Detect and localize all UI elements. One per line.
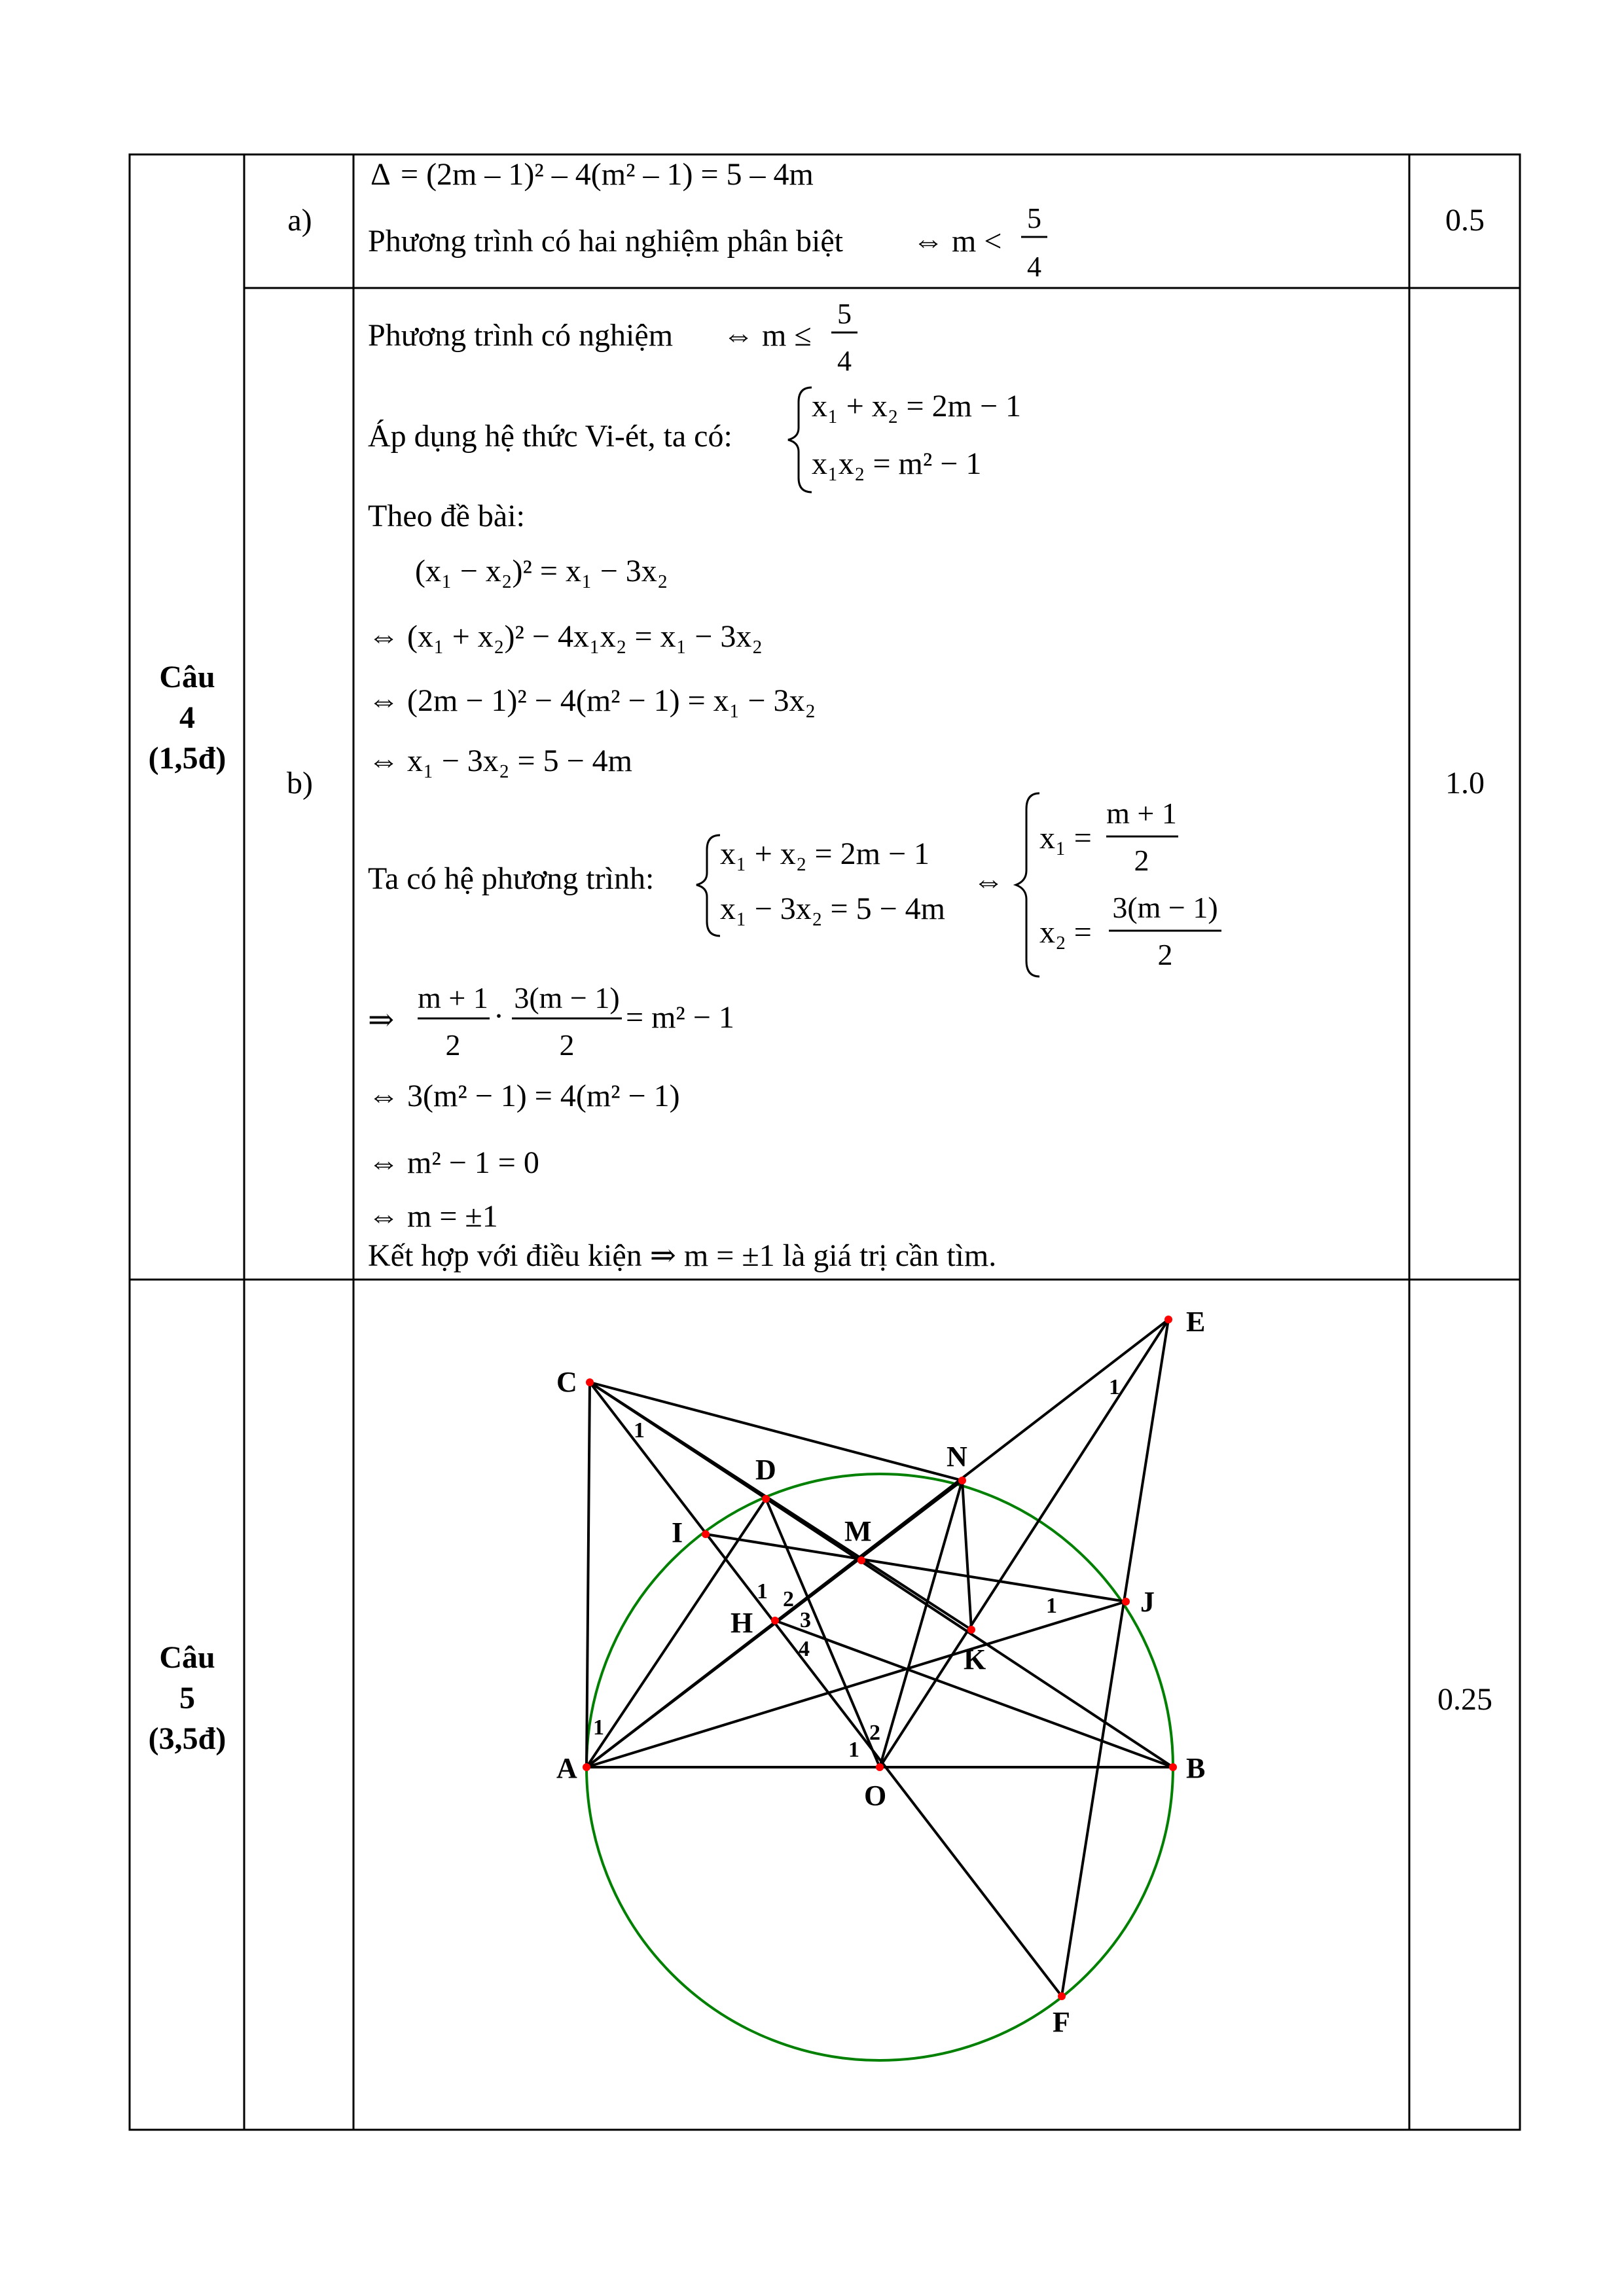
- figure-lines: [586, 1319, 1173, 1996]
- product-b-denominator: 2: [559, 1028, 575, 1062]
- part-b-content: [368, 298, 1221, 1273]
- label-j: J: [1140, 1586, 1155, 1618]
- segment-hb: [775, 1621, 1173, 1767]
- angle-mark-a1: 1: [593, 1715, 604, 1740]
- point-d: [762, 1495, 770, 1503]
- segment-ca: [586, 1382, 590, 1767]
- question-points: (1,5đ): [148, 741, 226, 776]
- label-i: I: [672, 1516, 683, 1549]
- point-b: [1169, 1763, 1177, 1771]
- label-e: E: [1186, 1306, 1206, 1338]
- equation-line-3: ⇔ (2m − 1)² − 4(m² − 1) = x₁ − 3x₂: [368, 683, 816, 718]
- angle-mark-o2: 2: [869, 1721, 880, 1745]
- question-title: Câu: [159, 660, 215, 694]
- equation-line-2: ⇔ (x₁ + x₂)² − 4x₁x₂ = x₁ − 3x₂: [368, 619, 763, 654]
- angle-mark-h3: 3: [800, 1608, 811, 1632]
- question-number: 4: [179, 700, 195, 735]
- angle-mark-h4: 4: [799, 1637, 810, 1661]
- part-a-content: [368, 157, 1047, 283]
- label-o: O: [864, 1780, 887, 1812]
- question-5-score: 0.25: [1437, 1682, 1492, 1717]
- equation-line-6: ⇔ m² − 1 = 0: [368, 1145, 539, 1180]
- label-k: K: [964, 1643, 986, 1676]
- system-eq-1: x₁ + x₂ = 2m − 1: [720, 836, 930, 871]
- label-h: H: [731, 1607, 753, 1639]
- equation-line-4: ⇔ x₁ − 3x₂ = 5 − 4m: [368, 744, 633, 778]
- vieta-text: Áp dụng hệ thức Vi-ét, ta có:: [368, 419, 732, 454]
- product-b-numerator: 3(m − 1): [514, 981, 620, 1014]
- segment-nk: [962, 1480, 971, 1630]
- segment-cb: [590, 1382, 1173, 1767]
- vieta-sum: x₁ + x₂ = 2m − 1: [812, 389, 1022, 423]
- part-b-label: b): [287, 766, 313, 800]
- part-b-score: 1.0: [1445, 766, 1485, 800]
- label-b: B: [1186, 1752, 1206, 1784]
- segment-no: [880, 1480, 962, 1767]
- segment-oe: [880, 1319, 1168, 1767]
- theo-de-bai: Theo đề bài:: [368, 499, 525, 533]
- point-f: [1058, 1992, 1066, 2000]
- solution-brace: [1016, 793, 1039, 977]
- has-root-relation: ⇔ m ≤: [723, 318, 812, 353]
- fraction-denominator: 4: [1027, 251, 1041, 283]
- point-j: [1122, 1598, 1130, 1605]
- label-m: M: [844, 1515, 872, 1547]
- distinct-roots-relation: ⇔ m <: [912, 224, 1002, 259]
- point-n: [958, 1477, 966, 1484]
- distinct-roots-text: Phương trình có hai nghiệm phân biệt: [368, 224, 843, 259]
- question-4-label: [149, 660, 226, 776]
- delta-symbol: Δ: [370, 157, 391, 192]
- point-h: [771, 1617, 779, 1624]
- question-title: Câu: [159, 1640, 215, 1675]
- fraction-numerator: 5: [1027, 202, 1041, 234]
- product-rhs: = m² − 1: [626, 1000, 734, 1035]
- question-5-label: [149, 1640, 226, 1756]
- segment-cf: [590, 1382, 1062, 1996]
- segment-ij: [706, 1534, 1126, 1602]
- angle-mark-h1: 1: [757, 1579, 768, 1604]
- solution-x2-denominator: 2: [1157, 938, 1173, 971]
- discriminant-equation: = (2m – 1)² – 4(m² – 1) = 5 – 4m: [401, 157, 814, 192]
- fraction-denominator: 4: [837, 345, 852, 377]
- label-a: A: [556, 1752, 577, 1784]
- question-points: (3,5đ): [148, 1721, 226, 1756]
- label-f: F: [1053, 2006, 1070, 2038]
- equation-line-7: ⇔ m = ±1: [368, 1199, 498, 1234]
- solution-x2-numerator: 3(m − 1): [1112, 891, 1218, 924]
- point-e: [1164, 1316, 1172, 1323]
- system-brace: [788, 387, 812, 492]
- part-a-label: a): [287, 203, 312, 238]
- equation-line-5: ⇔ 3(m² − 1) = 4(m² − 1): [368, 1079, 680, 1113]
- point-o: [876, 1763, 884, 1771]
- has-root-text: Phương trình có nghiệm: [368, 318, 674, 353]
- fraction-numerator: 5: [837, 298, 852, 330]
- vieta-product: x₁x₂ = m² − 1: [812, 446, 982, 481]
- angle-mark-o1: 1: [848, 1738, 859, 1762]
- solution-x1-numerator: m + 1: [1106, 797, 1177, 830]
- product-a-numerator: m + 1: [418, 981, 488, 1014]
- point-c: [586, 1378, 594, 1386]
- point-k: [967, 1626, 975, 1634]
- point-a: [583, 1763, 590, 1771]
- angle-mark-c1: 1: [634, 1418, 645, 1443]
- product-dot: ·: [494, 999, 504, 1033]
- point-m: [857, 1556, 865, 1564]
- system-brace: [696, 835, 720, 936]
- label-c: C: [556, 1366, 577, 1398]
- product-a-denominator: 2: [445, 1028, 461, 1062]
- angle-marks: [593, 1375, 1120, 1762]
- solution-x2: x₂ =: [1039, 915, 1092, 950]
- equivalence-sign: ⇔: [973, 864, 1004, 899]
- question-number: 5: [179, 1681, 195, 1715]
- geometry-figure: [556, 1306, 1205, 2060]
- part-a-score: 0.5: [1445, 203, 1485, 238]
- solution-x1-denominator: 2: [1134, 844, 1149, 877]
- label-n: N: [947, 1441, 967, 1473]
- implies-sign: ⇒: [368, 1003, 395, 1037]
- system-eq-2: x₁ − 3x₂ = 5 − 4m: [720, 891, 946, 926]
- label-d: D: [755, 1454, 776, 1486]
- conclusion-line: Kết hợp với điều kiện ⇒ m = ±1 là giá trị cần tìm.: [368, 1238, 997, 1273]
- point-i: [702, 1530, 710, 1538]
- equation-line-1: (x₁ − x₂)² = x₁ − 3x₂: [415, 554, 668, 588]
- angle-mark-j1: 1: [1046, 1594, 1057, 1618]
- solution-x1: x₁ =: [1039, 821, 1092, 855]
- angle-mark-h2: 2: [783, 1587, 794, 1611]
- system-text: Ta có hệ phương trình:: [368, 861, 655, 896]
- angle-mark-e1: 1: [1109, 1375, 1120, 1399]
